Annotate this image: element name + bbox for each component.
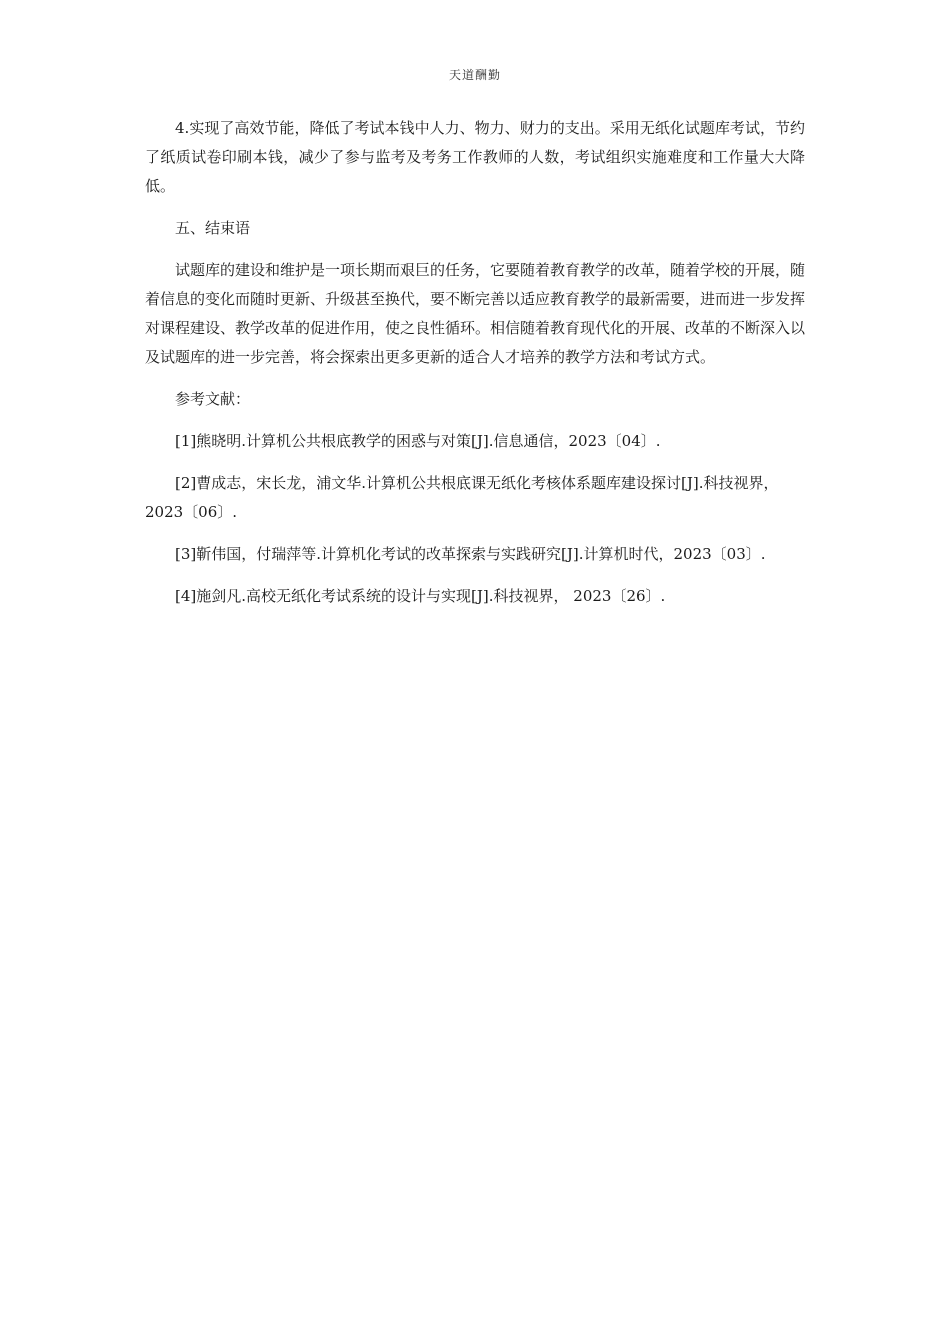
reference-item: [1]熊晓明.计算机公共根底教学的困惑与对策[J].信息通信，2023〔04〕.: [175, 432, 661, 450]
section-heading-conclusion: 五、结束语: [175, 219, 251, 237]
page-header: 天道酬勤: [448, 68, 501, 82]
conclusion-paragraph: 试题库的建设和维护是一项长期而艰巨的任务，它要随着教育教学的改革，随着学校的开展，随着信息的变化而随时更新、升级甚至换代，要不断完善以适应教育教学的最新需要，进而进一步发挥对课程建设、教学改革的促进作用，使之良性循环。相信随着教育现代化的开展、改革的不断深入以及试题库的进一步完善，将会探索出更多更新的适合人才培养的教学方法和考试方式。: [145, 261, 806, 366]
references-heading: 参考文献：: [175, 390, 251, 408]
reference-item: [2]曹成志，宋长龙，浦文华.计算机公共根底课无纸化考核体系题库建设探讨[J].科技视界，2023〔06〕.: [145, 474, 779, 521]
reference-item: [3]靳伟国，付瑞萍等.计算机化考试的改革探索与实践研究[J].计算机时代，2023〔03〕.: [175, 545, 766, 563]
reference-item: [4]施剑凡.高校无纸化考试系统的设计与实现[J].科技视界， 2023〔26〕.: [175, 587, 666, 605]
paragraph-point-4: 4.实现了高效节能，降低了考试本钱中人力、物力、财力的支出。采用无纸化试题库考试，节约了纸质试卷印刷本钱，减少了参与监考及考务工作教师的人数，考试组织实施难度和工作量大大降低。: [145, 119, 805, 195]
document-body: [145, 114, 805, 624]
